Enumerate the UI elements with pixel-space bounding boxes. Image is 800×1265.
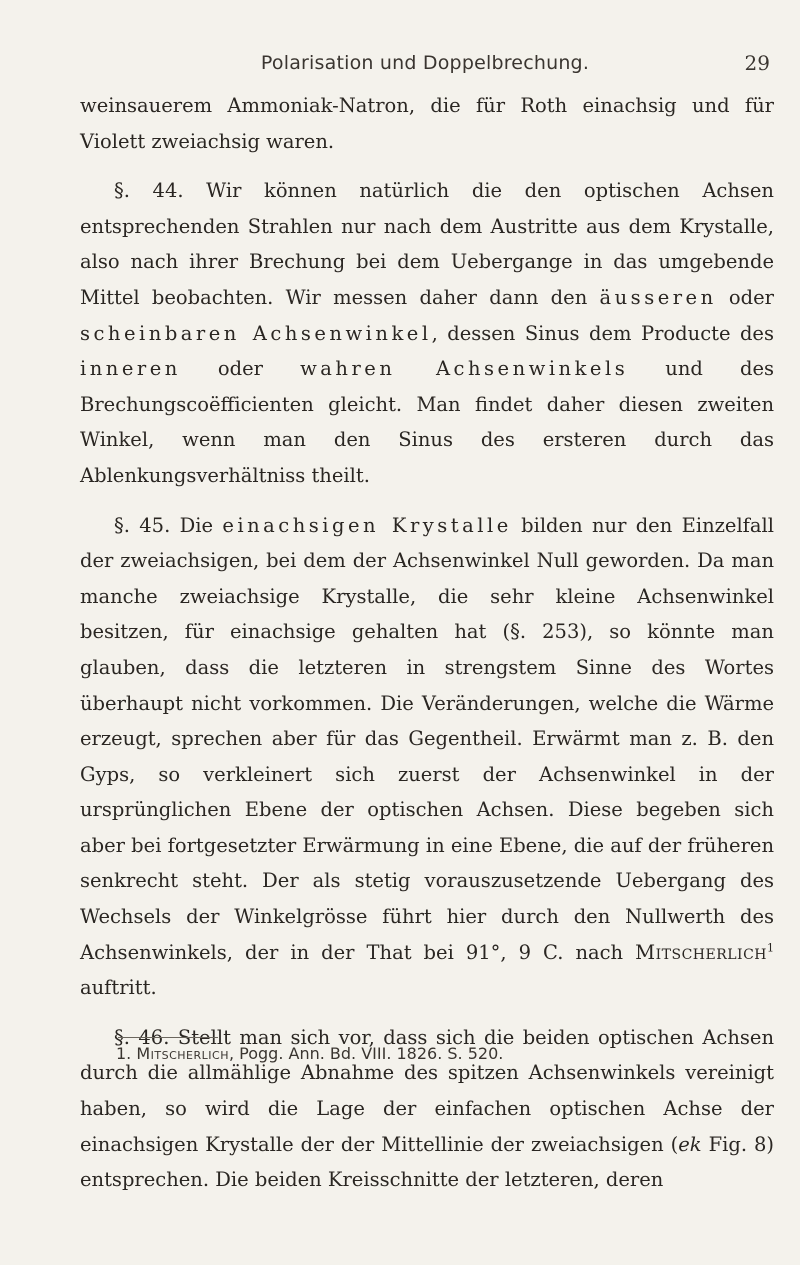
footnote-rule xyxy=(118,1037,218,1038)
emphasis-spaced: äusseren xyxy=(599,285,717,309)
footnote-ref: 1 xyxy=(767,941,774,955)
page-header xyxy=(80,52,770,82)
footnote-author: Mitscherlich xyxy=(136,1044,229,1063)
figure-label: ek xyxy=(678,1132,702,1156)
author-name: Mitscherlich xyxy=(635,940,767,964)
page-number: 29 xyxy=(744,51,770,75)
paragraph-continuation: weinsauerem Ammoniak-Natron, die für Roth einachsig und für Violett zweiachsig waren. xyxy=(80,94,774,153)
emphasis-spaced: wahren Achsenwinkels xyxy=(300,357,629,381)
paragraph-45: §. 45. Die einachsigen Krystalle bilden nur den Einzelfall der zweiachsigen, bei dem der Achsenwinkel Null geworden. Da man manche zweiachsige Krystalle, die sehr kleine Achsenwinkel besitzen, für einachsige gehalten hat (§. 253), so könnte man glauben, dass die letzteren in strengstem Sinne des Wortes überhaupt nicht vorkommen. Die Veränderungen, welche die Wärme erzeugt, sprechen aber für das Gegentheil. Erwärmt man z. B. den Gyps, so verkleinert sich zuerst der Achsenwinkel in der ursprünglichen Ebene der optischen Achsen. Diese begeben sich aber bei fortgesetzter Erwärmung in eine Ebene, die auf der früheren senkrecht steht. Der als stetig vorauszusetzende Uebergang des Wechsels der Winkelgrösse führt hier durch den Nullwerth des Achsenwinkels, der in der That bei 91°, 9 C. nach Mitscherlich$^1$ auftritt. xyxy=(80,513,774,1000)
emphasis-spaced: einachsigen Krystalle xyxy=(222,513,512,537)
emphasis-spaced: inneren xyxy=(80,357,181,381)
body-text xyxy=(80,88,774,1198)
paragraph-46: §. 46. Stellt man sich vor, dass sich die beiden optischen Achsen durch die allmählige Abnahme des spitzen Achsenwinkels vereinigt haben, so wird die Lage der einfachen optischen Achse der einachsigen Krystalle der der Mittellinie der zweiachsigen (ek Fig. 8) entsprechen. Die beiden Kreisschnitte der letzteren, deren xyxy=(80,1025,774,1192)
running-title: Polarisation und Doppelbrechung. xyxy=(260,52,590,74)
emphasis-spaced: scheinbaren Achsenwinkel xyxy=(80,321,432,345)
paragraph-44: §. 44. Wir können natürlich die den optischen Achsen entsprechenden Strahlen nur nach dem Austritte aus dem Krystalle, also nach ihrer Brechung bei dem Uebergange in das umgebende Mittel beobachten. Wir messen daher dann den äusseren oder scheinbaren Achsenwinkel, dessen Sinus dem Producte des inneren oder wahren Achsenwinkels und des Brechungscoëfficienten gleicht. Man findet daher diesen zweiten Winkel, wenn man den Sinus des ersteren durch das Ablenkungsverhältniss theilt. xyxy=(80,179,775,487)
footnote: 1. Mitscherlich, Pogg. Ann. Bd. VIII. 1826. S. 520. xyxy=(116,1044,504,1063)
